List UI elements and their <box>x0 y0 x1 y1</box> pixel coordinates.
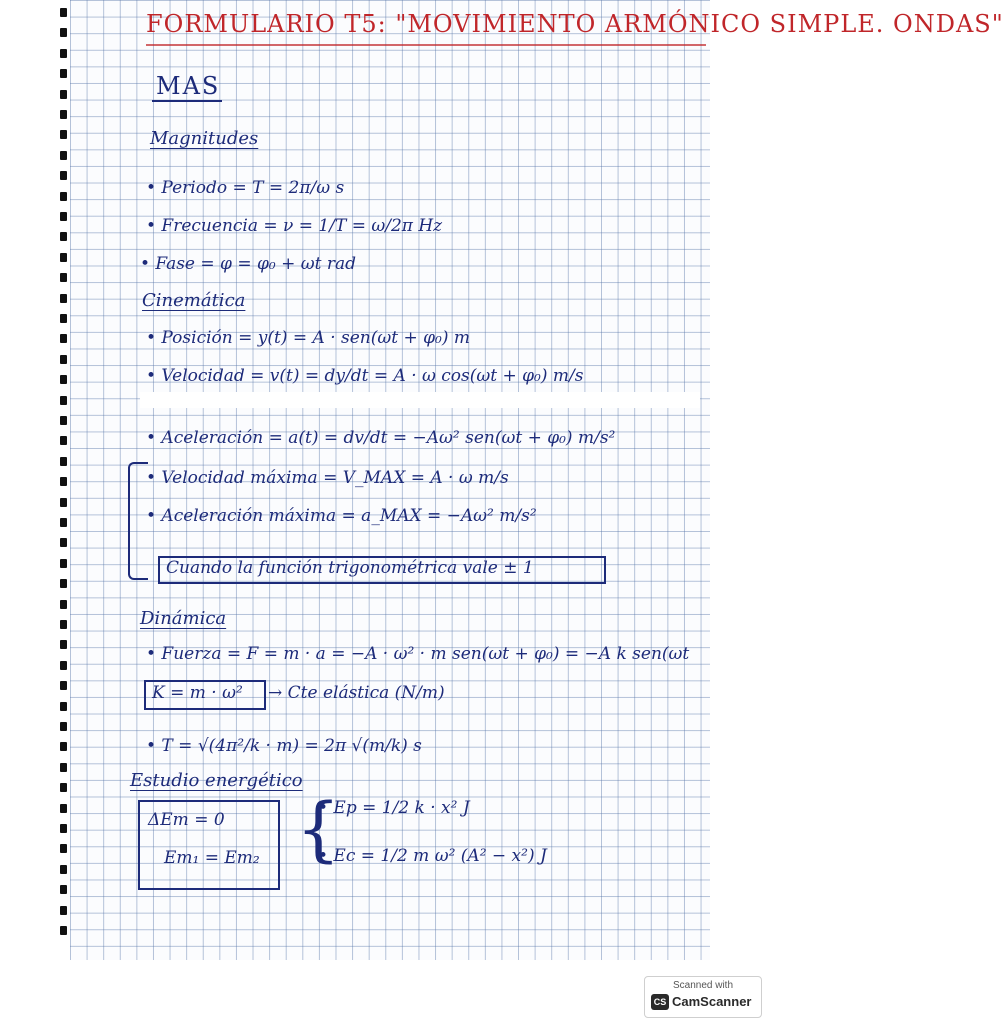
binding-hole <box>60 273 67 282</box>
binding-hole <box>60 824 67 833</box>
binding-hole <box>60 783 67 792</box>
binding-hole <box>60 538 67 547</box>
binding-hole <box>60 763 67 772</box>
binding-hole <box>60 498 67 507</box>
binding-hole <box>60 396 67 405</box>
binding-hole <box>60 232 67 241</box>
binding-hole <box>60 640 67 649</box>
binding-hole <box>60 600 67 609</box>
notebook-binding <box>56 0 66 960</box>
formula-fase: • Fase = φ = φ₀ + ωt rad <box>140 254 357 274</box>
energy-brace: { <box>296 788 341 870</box>
binding-hole <box>60 722 67 731</box>
camscanner-logo-icon: CS <box>651 994 669 1010</box>
formula-velocidad: • Velocidad = v(t) = dy/dt = A · ω cos(ωt + φ₀) m/s <box>146 366 584 386</box>
binding-hole <box>60 906 67 915</box>
heading-estudio-energetico: Estudio energético <box>130 770 303 791</box>
binding-hole <box>60 28 67 37</box>
heading-mas: MAS <box>156 72 221 100</box>
binding-hole <box>60 110 67 119</box>
formula-em-igualdad: Em₁ = Em₂ <box>164 848 260 868</box>
formula-energia-potencial: • Ep = 1/2 k · x² J <box>318 798 470 818</box>
binding-hole <box>60 253 67 262</box>
heading-cinematica: Cinemática <box>142 290 246 311</box>
scan-gap <box>140 392 700 408</box>
binding-hole <box>60 518 67 527</box>
binding-hole <box>60 130 67 139</box>
formula-aceleracion: • Aceleración = a(t) = dv/dt = −Aω² sen(ωt + φ₀) m/s² <box>146 428 616 448</box>
binding-hole <box>60 69 67 78</box>
formula-aceleracion-maxima: • Aceleración máxima = a_MAX = −Aω² m/s² <box>146 506 537 526</box>
binding-hole <box>60 8 67 17</box>
binding-hole <box>60 702 67 711</box>
binding-hole <box>60 49 67 58</box>
formula-energia-cinetica: • Ec = 1/2 m ω² (A² − x²) J <box>318 846 547 866</box>
heading-dinamica: Dinámica <box>140 608 227 629</box>
binding-hole <box>60 334 67 343</box>
binding-hole <box>60 804 67 813</box>
binding-hole <box>60 865 67 874</box>
binding-hole <box>60 436 67 445</box>
max-values-bracket <box>128 462 148 580</box>
formula-k: K = m · ω² <box>152 683 243 703</box>
camscanner-watermark <box>644 976 762 1018</box>
page-title: FORMULARIO T5: "MOVIMIENTO ARMÓNICO SIMPLE. ONDAS" <box>146 10 1004 38</box>
heading-magnitudes: Magnitudes <box>150 128 259 149</box>
watermark-brand: CamScanner <box>672 994 752 1009</box>
binding-hole <box>60 559 67 568</box>
binding-hole <box>60 171 67 180</box>
binding-hole <box>60 294 67 303</box>
binding-hole <box>60 457 67 466</box>
binding-hole <box>60 192 67 201</box>
formula-periodo: • Periodo = T = 2π/ω s <box>146 178 345 198</box>
note-trigonometric: Cuando la función trigonométrica vale ± 1 <box>166 558 534 578</box>
binding-hole <box>60 90 67 99</box>
binding-hole <box>60 661 67 670</box>
binding-hole <box>60 579 67 588</box>
formula-fuerza: • Fuerza = F = m · a = −A · ω² · m sen(ωt + φ₀) = −A k sen(ωt <box>146 644 690 664</box>
binding-hole <box>60 314 67 323</box>
binding-hole <box>60 926 67 935</box>
formula-frecuencia: • Frecuencia = ν = 1/T = ω/2π Hz <box>146 216 443 236</box>
formula-velocidad-maxima: • Velocidad máxima = V_MAX = A · ω m/s <box>146 468 509 488</box>
binding-hole <box>60 885 67 894</box>
binding-hole <box>60 844 67 853</box>
label-constante-elastica: → Cte elástica (N/m) <box>268 683 445 703</box>
heading-mas-underline <box>152 100 222 102</box>
binding-hole <box>60 742 67 751</box>
binding-hole <box>60 375 67 384</box>
formula-delta-em: ΔEm = 0 <box>148 810 225 830</box>
watermark-caption: Scanned with <box>672 980 734 991</box>
formula-periodo-muelle: • T = √(4π²/k · m) = 2π √(m/k) s <box>146 736 422 756</box>
binding-hole <box>60 355 67 364</box>
binding-hole <box>60 212 67 221</box>
binding-hole <box>60 620 67 629</box>
binding-hole <box>60 151 67 160</box>
binding-hole <box>60 416 67 425</box>
binding-hole <box>60 681 67 690</box>
title-underline <box>146 44 706 46</box>
formula-posicion: • Posición = y(t) = A · sen(ωt + φ₀) m <box>146 328 470 348</box>
binding-hole <box>60 477 67 486</box>
